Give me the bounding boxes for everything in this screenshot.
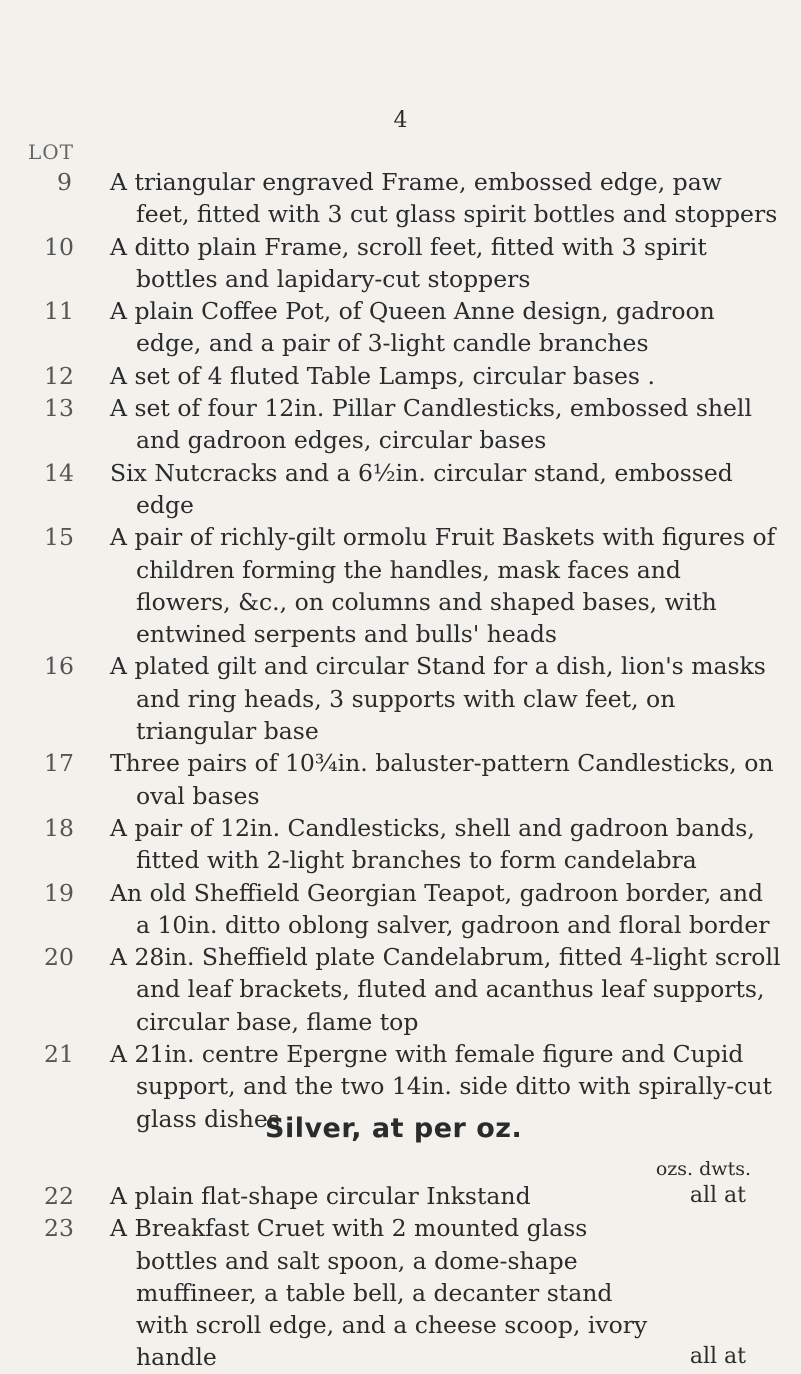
lot-item xyxy=(0,166,801,231)
lot-number: 17 xyxy=(44,749,74,778)
lot-description: Three pairs of 10¾in. baluster-pattern Candlesticks, on oval bases xyxy=(110,749,774,810)
section-title: Silver, at per oz. xyxy=(265,1113,523,1144)
lot-item xyxy=(0,231,801,296)
page-number: 4 xyxy=(393,108,408,133)
lot-description: A set of 4 fluted Table Lamps, circular bases . xyxy=(110,361,655,390)
lot-item xyxy=(0,941,801,1038)
lot-number: 21 xyxy=(44,1040,74,1069)
lot-item xyxy=(0,747,801,812)
lot-number: 13 xyxy=(44,394,74,423)
lot-number: 15 xyxy=(44,523,74,552)
lot-item xyxy=(0,812,801,877)
lot-item xyxy=(0,650,801,747)
lot-price: all at xyxy=(689,1183,746,1208)
lot-list xyxy=(0,166,801,1135)
lot-item xyxy=(0,457,801,522)
units-header: ozs. dwts. xyxy=(655,1158,751,1180)
lot-price: all at xyxy=(689,1344,746,1370)
lot-number: 14 xyxy=(44,458,74,487)
lot-item xyxy=(0,295,801,360)
lot-number: 16 xyxy=(44,652,74,681)
lot-number: 12 xyxy=(44,361,74,390)
lot-number: 23 xyxy=(44,1214,74,1243)
lot-description: A triangular engraved Frame, embossed edge, paw feet, fitted with 3 cut glass spirit bottles and stoppers xyxy=(110,168,778,229)
lot-number: 19 xyxy=(44,878,74,907)
lot-description: A 28in. Sheffield plate Candelabrum, fitted 4-light scroll and leaf brackets, fluted and acanthus leaf supports, circular base, flame top xyxy=(110,943,781,1036)
silver-lot-list xyxy=(0,1180,801,1374)
lot-number: 22 xyxy=(44,1182,74,1210)
lot-number: 10 xyxy=(44,232,74,261)
lot-description: A set of four 12in. Pillar Candlesticks, embossed shell and gadroon edges, circular bases xyxy=(110,394,752,455)
lot-number: 20 xyxy=(44,943,74,972)
lot-number: 9 xyxy=(57,168,72,196)
lot-item xyxy=(0,1212,801,1373)
lot-item xyxy=(0,360,801,392)
lot-description: A plain flat-shape circular Inkstand xyxy=(110,1182,531,1210)
lot-description: A pair of 12in. Candlesticks, shell and gadroon bands, fitted with 2-light branches to form candelabra xyxy=(110,813,755,875)
lot-column-header: LOT xyxy=(28,140,75,164)
lot-number: 11 xyxy=(44,297,74,326)
lot-item xyxy=(0,521,801,650)
lot-description: A pair of richly-gilt ormolu Fruit Baskets with figures of children forming the handles, mask faces and flowers, &c., on columns and shaped bases, with entwined serpents and bulls' heads xyxy=(110,523,776,649)
lot-item xyxy=(0,877,801,942)
lot-description: A 21in. centre Epergne with female figure and Cupid support, and the two 14in. side ditto with spirally-cut glass dishes xyxy=(110,1040,772,1133)
lot-description: Six Nutcracks and a 6½in. circular stand, embossed edge xyxy=(110,458,733,519)
lot-description: A Breakfast Cruet with 2 mounted glass bottles and salt spoon, a dome-shape muffineer, a table bell, a decanter stand with scroll edge, and a cheese scoop, ivory handle xyxy=(110,1214,648,1372)
lot-number: 18 xyxy=(44,813,74,842)
lot-item xyxy=(0,392,801,457)
lot-item xyxy=(0,1180,801,1212)
lot-description: An old Sheffield Georgian Teapot, gadroon border, and a 10in. ditto oblong salver, gadroon and floral border xyxy=(110,878,770,939)
lot-description: A plated gilt and circular Stand for a dish, lion's masks and ring heads, 3 supports with claw feet, on triangular base xyxy=(110,652,766,746)
lot-description: A ditto plain Frame, scroll feet, fitted with 3 spirit bottles and lapidary-cut stoppers xyxy=(110,232,707,293)
lot-description: A plain Coffee Pot, of Queen Anne design, gadroon edge, and a pair of 3-light candle branches xyxy=(110,297,715,358)
